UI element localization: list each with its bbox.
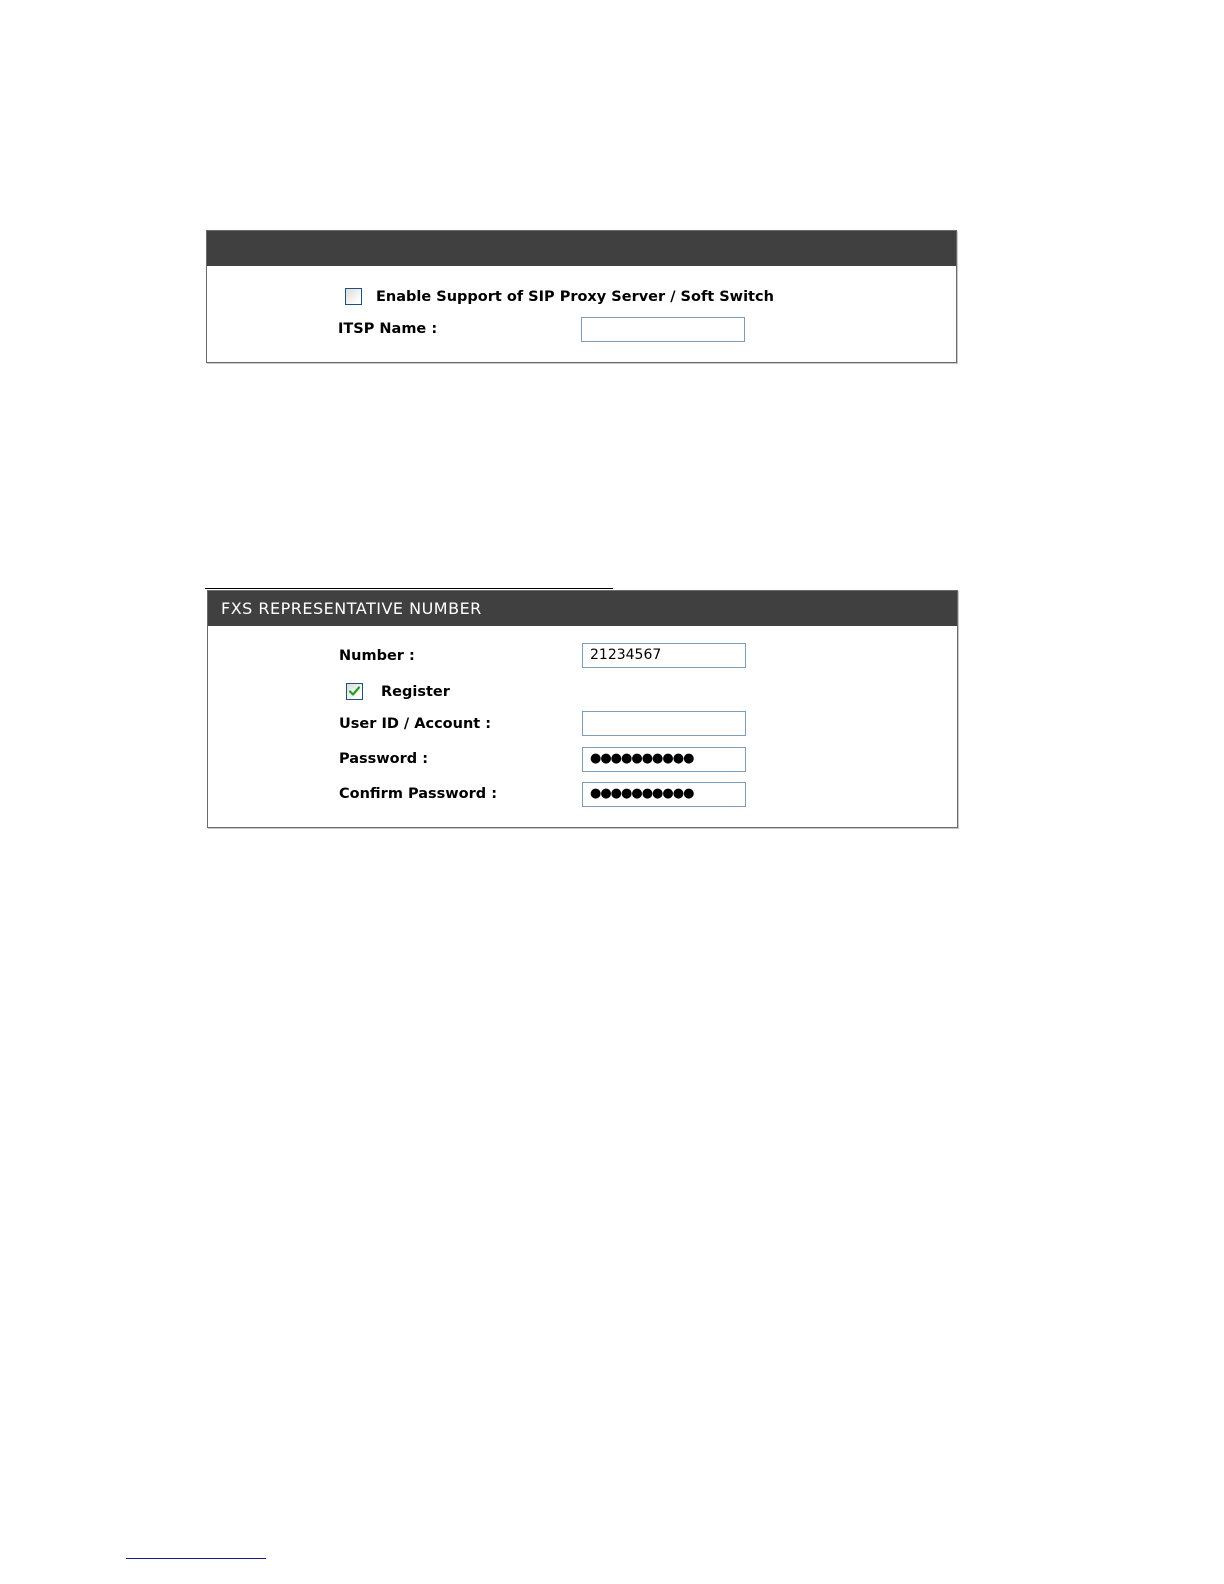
confirm-password-label: Confirm Password : [339,786,497,802]
itsp-name-input[interactable] [581,317,745,342]
user-id-label: User ID / Account : [339,716,492,732]
user-id-input[interactable] [582,711,746,736]
number-label: Number : [339,648,415,664]
number-input[interactable]: 21234567 [582,643,746,668]
password-input[interactable]: ●●●●●●●●●● [582,747,746,772]
divider-line [205,588,613,589]
itsp-name-label: ITSP Name : [338,321,438,337]
checkmark-icon [348,685,361,698]
register-label: Register [381,684,450,700]
footnote-separator [126,1558,266,1559]
fxs-panel-title: FXS REPRESENTATIVE NUMBER [221,599,482,618]
register-checkbox[interactable] [346,683,363,700]
fxs-panel-header [208,591,957,626]
fxs-representative-number-panel [207,590,958,828]
confirm-password-input[interactable]: ●●●●●●●●●● [582,782,746,807]
sip-panel-header [207,231,956,266]
enable-sip-proxy-label: Enable Support of SIP Proxy Server / Soft Switch [376,289,774,305]
sip-proxy-panel [206,230,957,363]
enable-sip-proxy-checkbox[interactable] [345,288,362,305]
password-label: Password : [339,751,429,767]
